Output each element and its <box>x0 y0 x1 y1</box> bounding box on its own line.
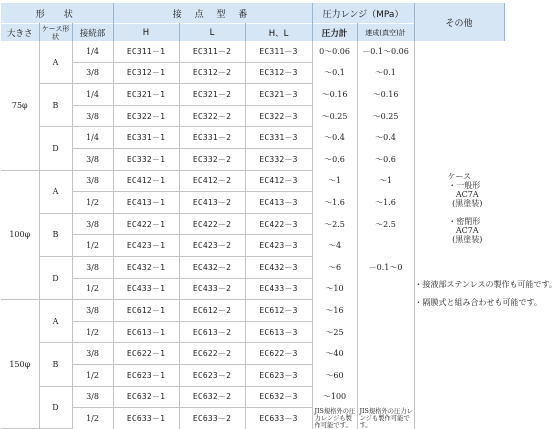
connection-cell: 1/2 <box>72 192 113 214</box>
note-general: ・一般形 <box>448 180 481 190</box>
connection-cell: 1/2 <box>72 408 113 429</box>
connection-cell: 3/8 <box>72 62 113 84</box>
size-cell: 100φ <box>1 170 39 300</box>
model-l-cell: EC321－2 <box>179 84 245 106</box>
model-h-cell: EC321－1 <box>113 84 179 106</box>
model-hl-cell: EC321－3 <box>245 84 312 106</box>
note-sealed-paint: (黒塗装) <box>452 234 483 244</box>
compound-range-cell: ～0.6 <box>357 148 414 170</box>
notes-cell <box>414 41 557 429</box>
model-l-cell: EC312－2 <box>179 62 245 84</box>
model-h-cell: EC312－1 <box>113 62 179 84</box>
gauge-footnote: JIS規格外の圧力レンジも製作可能です。 <box>314 407 356 429</box>
model-hl-cell: EC623－3 <box>245 364 312 386</box>
header-size: 大きさ <box>1 24 39 42</box>
note-stainless: ・接液部ステンレスの製作も可能です。 <box>414 279 557 289</box>
model-hl-cell: EC422－3 <box>245 213 312 235</box>
compound-range-cell <box>357 343 414 365</box>
size-cell: 75φ <box>1 41 39 170</box>
connection-cell: 1/4 <box>72 84 113 106</box>
connection-cell: 1/4 <box>72 41 113 62</box>
model-hl-cell: EC322－3 <box>245 105 312 127</box>
gauge-range-cell: ～0.1 <box>312 62 357 84</box>
gauge-range-cell: ～6 <box>312 256 357 278</box>
gauge-range-cell: 0～0.06 <box>312 41 357 62</box>
model-hl-cell: EC613－3 <box>245 321 312 343</box>
note-case-title: ケース <box>447 171 472 181</box>
gauge-range-cell: ～0.16 <box>312 84 357 106</box>
note-general-paint: (黒塗装) <box>452 198 483 208</box>
model-h-cell: EC633－1 <box>113 408 179 429</box>
model-hl-cell: EC311－3 <box>245 41 312 62</box>
header-shape: 形 状 <box>1 3 113 24</box>
gauge-range-cell: ～0.6 <box>312 148 357 170</box>
gauge-range-cell: ～0.4 <box>312 127 357 149</box>
header-row-1 <box>1 3 504 24</box>
model-h-cell: EC422－1 <box>113 213 179 235</box>
model-hl-cell: EC632－3 <box>245 386 312 408</box>
compound-footnote-cell <box>357 408 414 429</box>
model-l-cell: EC622－2 <box>179 343 245 365</box>
model-hl-cell: EC433－3 <box>245 278 312 300</box>
model-hl-cell: EC413－3 <box>245 192 312 214</box>
header-gauge: 圧力計 <box>312 24 357 42</box>
model-l-cell: EC623－2 <box>179 364 245 386</box>
compound-range-cell <box>357 321 414 343</box>
model-h-cell: EC311－1 <box>113 41 179 62</box>
connection-cell: 1/2 <box>72 278 113 300</box>
compound-range-cell <box>357 235 414 257</box>
case-cell: B <box>39 84 72 127</box>
gauge-range-cell: ～0.25 <box>312 105 357 127</box>
model-h-cell: EC632－1 <box>113 386 179 408</box>
gauge-range-cell: ～60 <box>312 364 357 386</box>
size-cell: 150φ <box>1 300 39 429</box>
connection-cell: 1/4 <box>72 127 113 149</box>
model-hl-cell: EC312－3 <box>245 62 312 84</box>
model-h-cell: EC423－1 <box>113 235 179 257</box>
model-l-cell: EC311－2 <box>179 41 245 62</box>
compound-range-cell: ～0.25 <box>357 105 414 127</box>
gauge-range-cell: ～1 <box>312 170 357 192</box>
connection-cell: 3/8 <box>72 300 113 322</box>
gauge-range-cell: ～2.5 <box>312 213 357 235</box>
gauge-range-cell: ～25 <box>312 321 357 343</box>
gauge-range-cell: ～10 <box>312 278 357 300</box>
model-l-cell: EC612－2 <box>179 300 245 322</box>
compound-footnote: JIS規格外の圧力レンジも製作可能です。 <box>359 407 413 429</box>
note-sealed-material: AC7A <box>455 225 479 235</box>
compound-range-cell: ～2.5 <box>357 213 414 235</box>
gauge-range-cell: ～40 <box>312 343 357 365</box>
connection-cell: 1/2 <box>72 364 113 386</box>
model-h-cell: EC331－1 <box>113 127 179 149</box>
compound-range-cell: －0.1～0 <box>357 256 414 278</box>
model-h-cell: EC432－1 <box>113 256 179 278</box>
connection-cell: 3/8 <box>72 105 113 127</box>
connection-cell: 3/8 <box>72 386 113 408</box>
connection-cell: 1/2 <box>72 321 113 343</box>
connection-cell: 3/8 <box>72 148 113 170</box>
model-l-cell: EC423－2 <box>179 235 245 257</box>
compound-range-cell: ～1 <box>357 170 414 192</box>
model-l-cell: EC432－2 <box>179 256 245 278</box>
compound-range-cell <box>357 278 414 300</box>
compound-range-cell: ～0.4 <box>357 127 414 149</box>
note-sealed: ・密閉形 <box>448 216 481 226</box>
model-l-cell: EC632－2 <box>179 386 245 408</box>
model-h-cell: EC413－1 <box>113 192 179 214</box>
compound-range-cell: －0.1～0.06 <box>357 41 414 62</box>
connection-cell: 1/2 <box>72 235 113 257</box>
gauge-range-cell: ～4 <box>312 235 357 257</box>
spec-table <box>1 3 557 429</box>
case-cell: B <box>39 343 72 386</box>
header-pressure-range: 圧力レンジ（MPa） <box>312 3 414 24</box>
gauge-footnote-cell <box>312 408 357 429</box>
model-l-cell: EC331－2 <box>179 127 245 149</box>
header-contact-model: 接 点 型 番 <box>113 3 312 24</box>
note-diaphragm: ・隔膜式と組み合わせも可能です。 <box>414 297 542 307</box>
model-hl-cell: EC332－3 <box>245 148 312 170</box>
model-h-cell: EC322－1 <box>113 105 179 127</box>
model-h-cell: EC412－1 <box>113 170 179 192</box>
gauge-range-cell: ～100 <box>312 386 357 408</box>
compound-range-cell: ～1.6 <box>357 192 414 214</box>
case-cell: A <box>39 170 72 213</box>
compound-range-cell <box>357 300 414 322</box>
header-col-h: H <box>113 24 179 42</box>
case-cell: A <box>39 300 72 343</box>
header-other: その他 <box>414 3 504 41</box>
model-h-cell: EC623－1 <box>113 364 179 386</box>
model-hl-cell: EC432－3 <box>245 256 312 278</box>
case-cell: A <box>39 41 72 84</box>
case-cell: D <box>39 386 72 429</box>
gauge-range-cell: ～16 <box>312 300 357 322</box>
model-hl-cell: EC412－3 <box>245 170 312 192</box>
model-hl-cell: EC633－3 <box>245 408 312 429</box>
model-hl-cell: EC331－3 <box>245 127 312 149</box>
model-h-cell: EC612－1 <box>113 300 179 322</box>
model-l-cell: EC322－2 <box>179 105 245 127</box>
case-cell: B <box>39 213 72 256</box>
case-cell: D <box>39 127 72 170</box>
model-hl-cell: EC423－3 <box>245 235 312 257</box>
connection-cell: 3/8 <box>72 170 113 192</box>
model-l-cell: EC633－2 <box>179 408 245 429</box>
model-l-cell: EC413－2 <box>179 192 245 214</box>
model-h-cell: EC433－1 <box>113 278 179 300</box>
model-h-cell: EC622－1 <box>113 343 179 365</box>
header-connection: 接続部 <box>72 24 113 42</box>
model-h-cell: EC613－1 <box>113 321 179 343</box>
note-general-material: AC7A <box>455 189 479 199</box>
header-case-shape: ケース形状 <box>39 24 72 42</box>
model-l-cell: EC613－2 <box>179 321 245 343</box>
connection-cell: 3/8 <box>72 213 113 235</box>
model-l-cell: EC422－2 <box>179 213 245 235</box>
connection-cell: 3/8 <box>72 343 113 365</box>
model-l-cell: EC433－2 <box>179 278 245 300</box>
connection-cell: 3/8 <box>72 256 113 278</box>
model-l-cell: EC412－2 <box>179 170 245 192</box>
model-hl-cell: EC622－3 <box>245 343 312 365</box>
model-hl-cell: EC612－3 <box>245 300 312 322</box>
header-compound: 連成(真空)計 <box>357 24 414 42</box>
table-row <box>1 41 504 62</box>
gauge-range-cell: ～1.6 <box>312 192 357 214</box>
compound-range-cell: ～0.1 <box>357 62 414 84</box>
compound-range-cell: ～0.16 <box>357 84 414 106</box>
case-cell: D <box>39 256 72 299</box>
header-col-hl: H、L <box>245 24 312 42</box>
model-l-cell: EC332－2 <box>179 148 245 170</box>
header-col-l: L <box>179 24 245 42</box>
compound-range-cell <box>357 364 414 386</box>
compound-range-cell <box>357 386 414 408</box>
model-h-cell: EC332－1 <box>113 148 179 170</box>
